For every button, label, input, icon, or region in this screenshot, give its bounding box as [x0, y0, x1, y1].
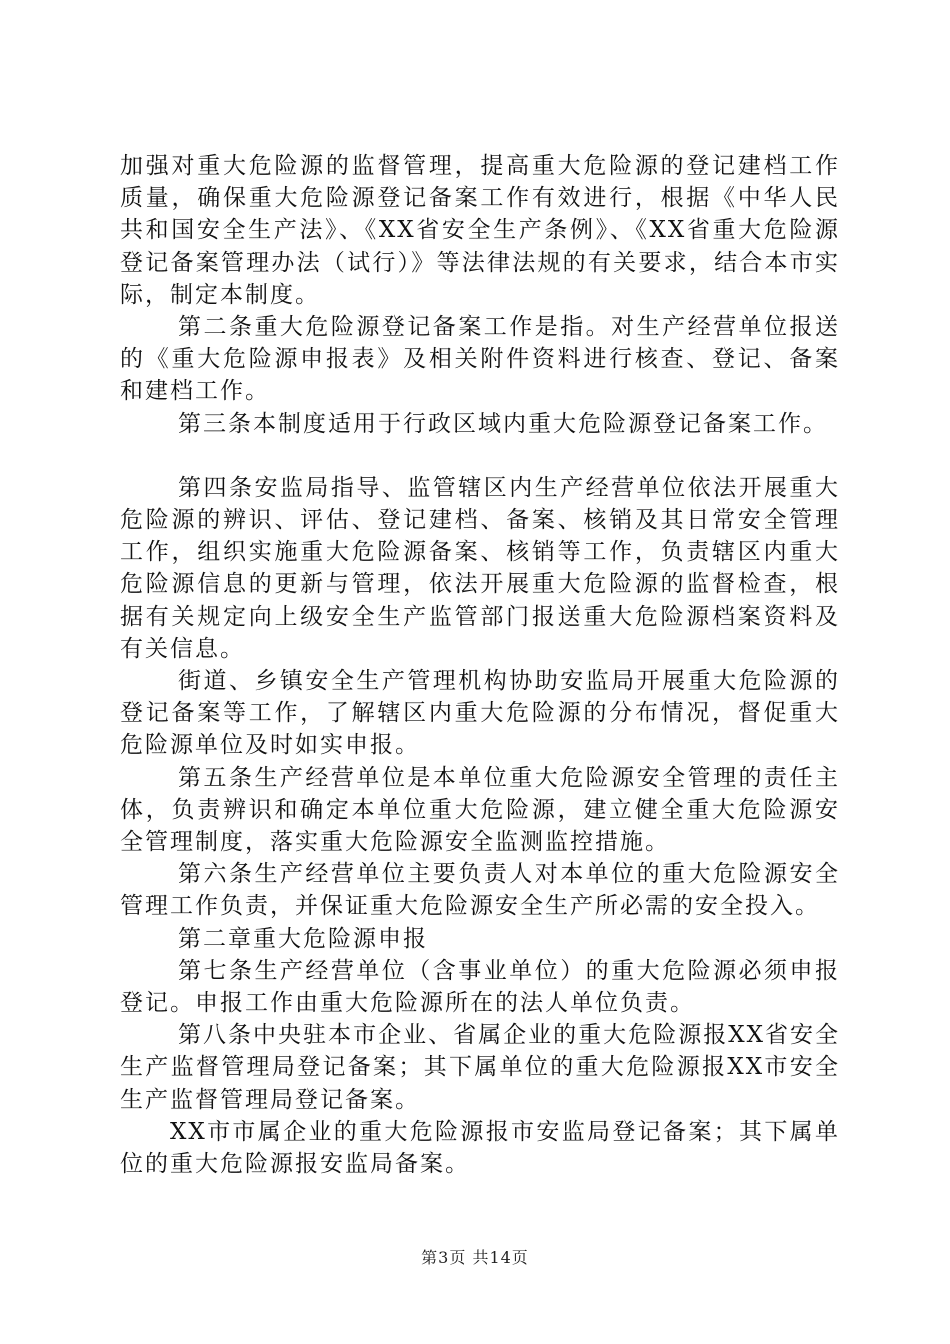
- paragraph-preamble: 加强对重大危险源的监督管理，提高重大危险源的登记建档工作质量，确保重大危险源登记备案工作有效进行，根据《中华人民共和国安全生产法》、《XX省安全生产条例》、《XX省重大危险源登记备案管理办法（试行）》等法律法规的有关要求，结合本市实际，制定本制度。: [120, 153, 840, 308]
- paragraph-spacer: [120, 440, 840, 472]
- document-body: [120, 150, 840, 1180]
- chapter-heading: 第二章重大危险源申报: [178, 925, 428, 952]
- paragraph-article-7: 第七条生产经营单位（含事业单位）的重大危险源必须申报登记。申报工作由重大危险源所在的法人单位负责。: [120, 957, 840, 1017]
- paragraph-article-6: 第六条生产经营单位主要负责人对本单位的重大危险源安全管理工作负责，并保证重大危险源安全生产所必需的安全投入。: [120, 861, 840, 920]
- paragraph-article-8: 第八条中央驻本市企业、省属企业的重大危险源报XX省安全生产监督管理局登记备案；其下属单位的重大危险源报XX市安全生产监督管理局登记备案。: [120, 1022, 840, 1113]
- page-footer: 第3页 共14页: [421, 1248, 529, 1267]
- paragraph-article-4: 第四条安监局指导、监管辖区内生产经营单位依法开展重大危险源的辨识、评估、登记建档、备案、核销及其日常安全管理工作，组织实施重大危险源备案、核销等工作，负责辖区内重大危险源信息的更新与管理，依法开展重大危险源的监督检查，根据有关规定向上级安全生产监管部门报送重大危险源档案资料及有关信息。: [120, 474, 840, 662]
- paragraph-article-8-continued: XX市市属企业的重大危险源报市安监局登记备案；其下属单位的重大危险源报安监局备案。: [120, 1118, 840, 1178]
- paragraph-article-4-continued: 街道、乡镇安全生产管理机构协助安监局开展重大危险源的登记备案等工作，了解辖区内重大危险源的分布情况，督促重大危险源单位及时如实申报。: [120, 668, 840, 759]
- paragraph-article-3: 第三条本制度适用于行政区域内重大危险源登记备案工作。: [178, 410, 828, 437]
- paragraph-article-2: 第二条重大危险源登记备案工作是指。对生产经营单位报送的《重大危险源申报表》及相关附件资料进行核查、登记、备案和建档工作。: [120, 314, 840, 405]
- paragraph-article-5: 第五条生产经营单位是本单位重大危险源安全管理的责任主体，负责辨识和确定本单位重大危险源，建立健全重大危险源安全管理制度，落实重大危险源安全监测监控措施。: [120, 764, 840, 856]
